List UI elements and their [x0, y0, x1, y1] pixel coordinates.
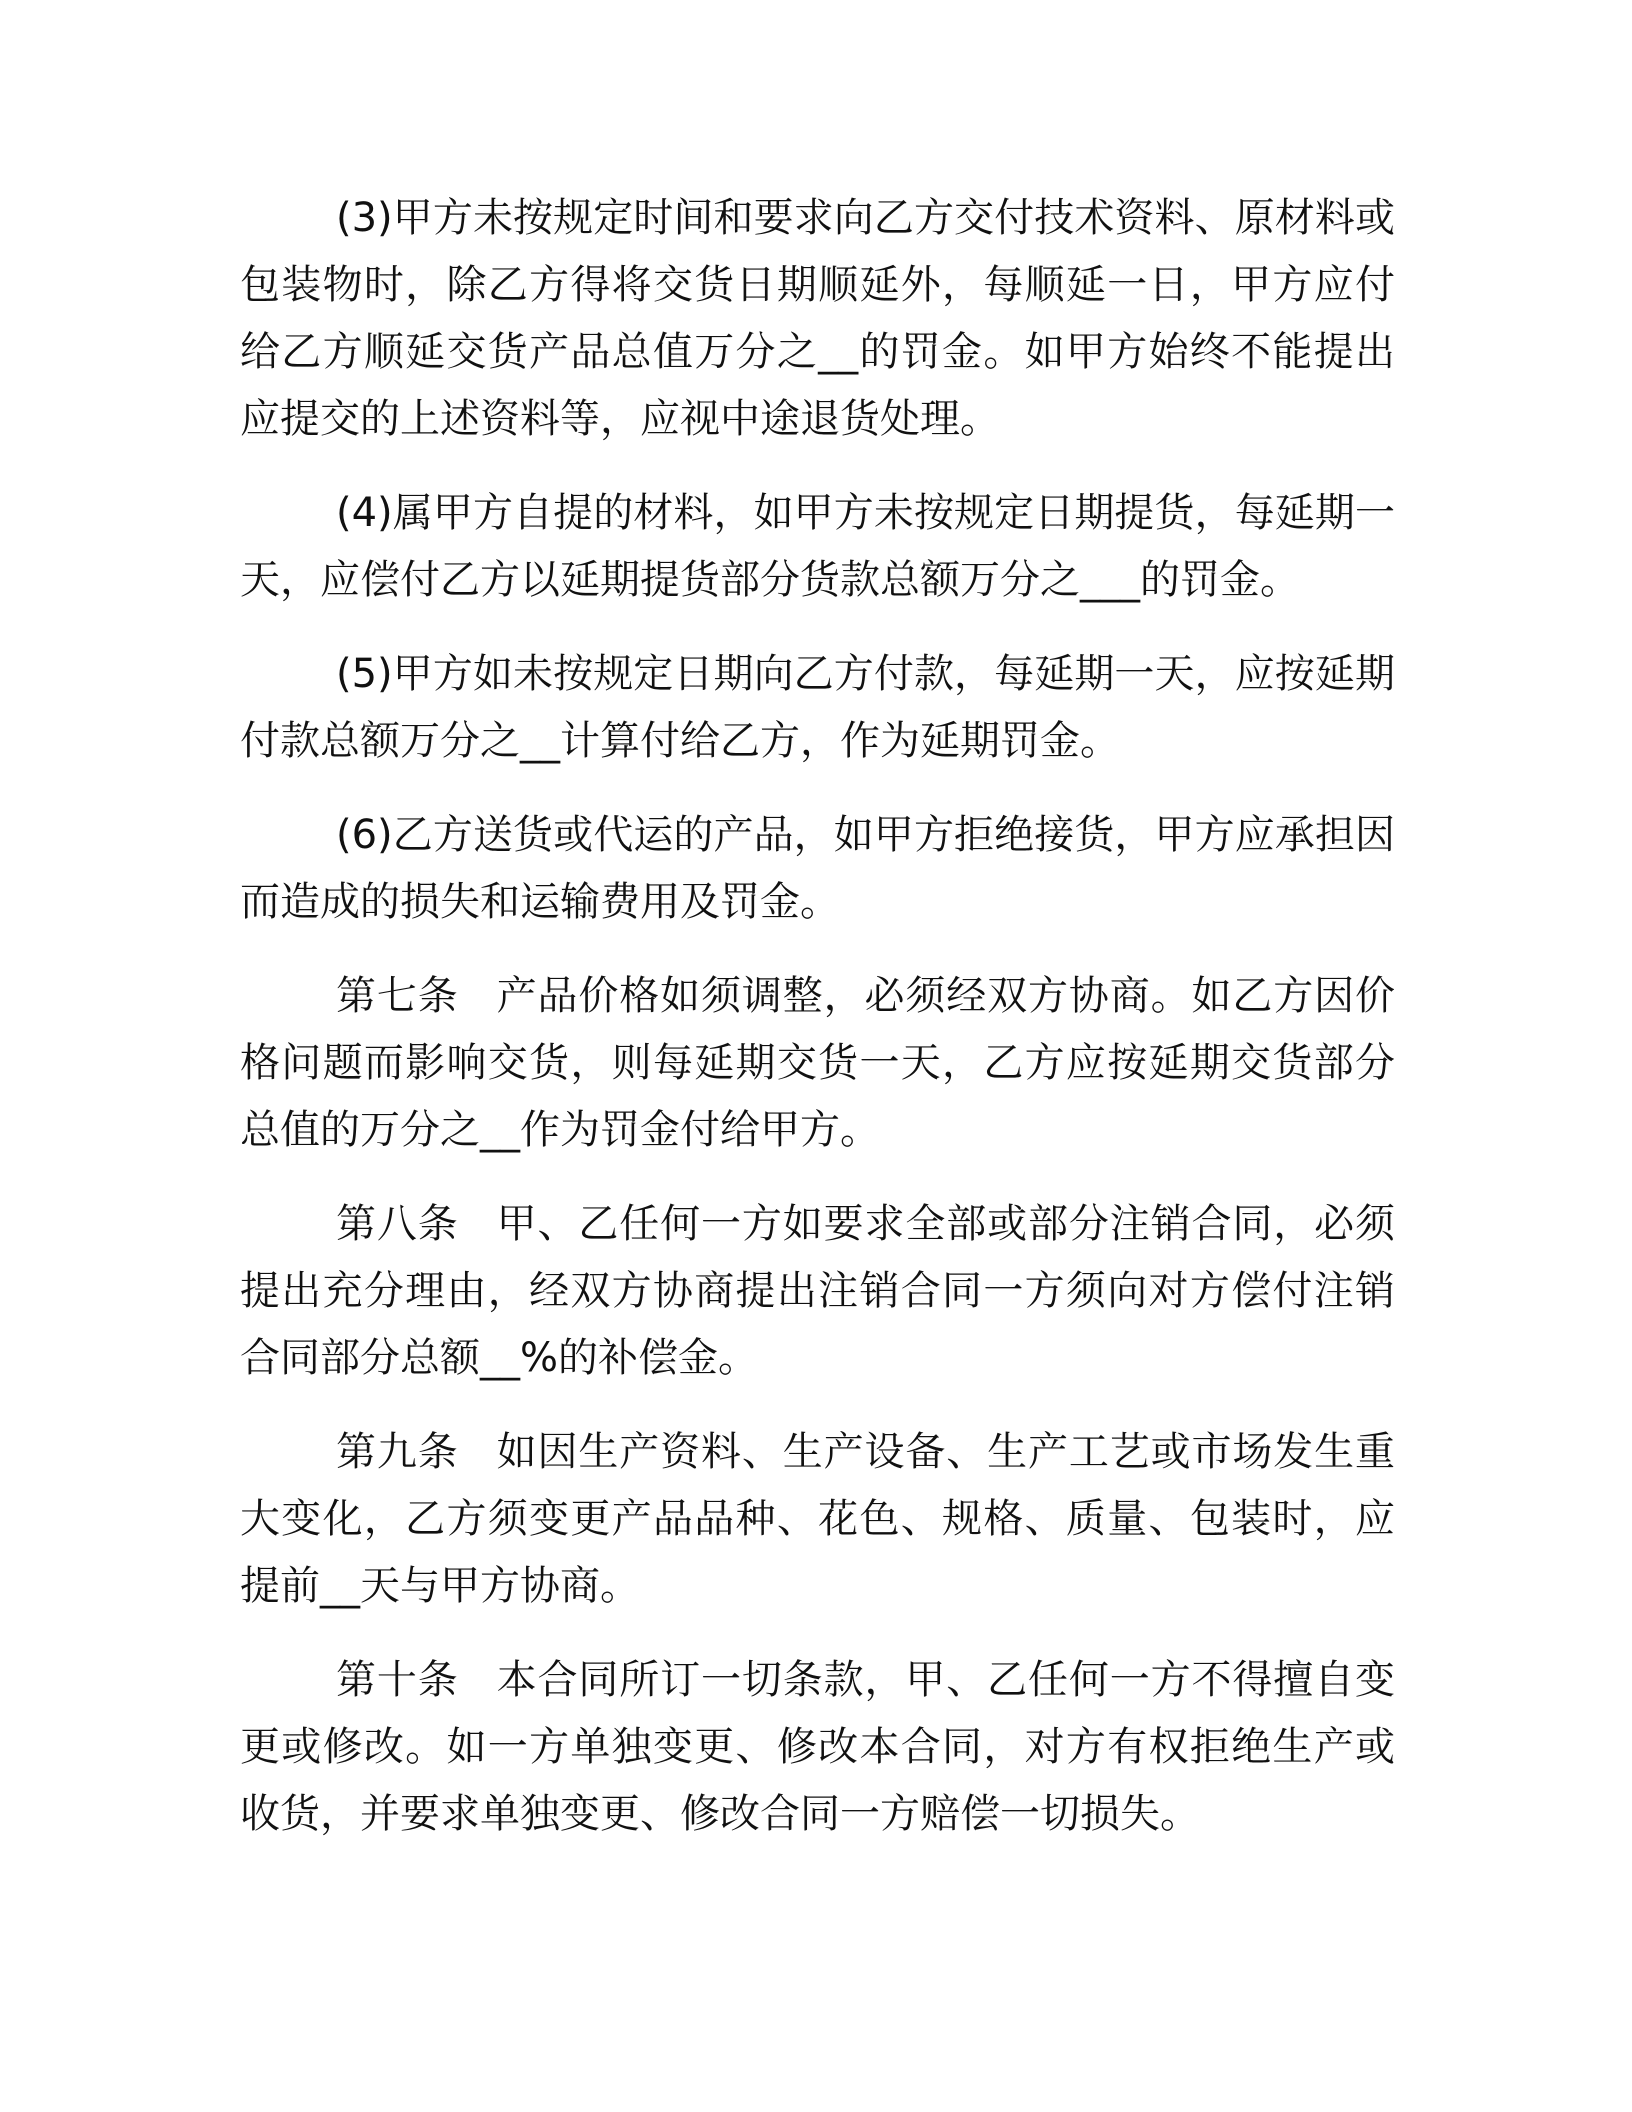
article-9-paragraph — [240, 1419, 1395, 1620]
article-8-label: 第八条 — [336, 1201, 459, 1247]
article-8-text: 甲、乙任何一方如要求全部或部分注销合同，必须提出充分理由，经双方协商提出注销合同一方须向对方偿付注销合同部分总额__%的补偿金。 — [240, 1201, 1395, 1381]
document-body — [240, 185, 1395, 1875]
article-10-paragraph — [240, 1647, 1395, 1848]
article-9-label: 第九条 — [336, 1429, 459, 1475]
article-9-text: 如因生产资料、生产设备、生产工艺或市场发生重大变化，乙方须变更产品品种、花色、规格、质量、包装时，应提前__天与甲方协商。 — [240, 1429, 1395, 1609]
clause-6-paragraph: (6)乙方送货或代运的产品，如甲方拒绝接货，甲方应承担因而造成的损失和运输费用及罚金。 — [240, 812, 1395, 925]
article-10-label: 第十条 — [336, 1657, 459, 1703]
article-10-text: 本合同所订一切条款，甲、乙任何一方不得擅自变更或修改。如一方单独变更、修改本合同，对方有权拒绝生产或收货，并要求单独变更、修改合同一方赔偿一切损失。 — [240, 1657, 1395, 1837]
article-7-paragraph — [240, 963, 1395, 1164]
article-7-text: 产品价格如须调整，必须经双方协商。如乙方因价格问题而影响交货，则每延期交货一天，乙方应按延期交货部分总值的万分之__作为罚金付给甲方。 — [240, 973, 1395, 1153]
clause-5-paragraph: (5)甲方如未按规定日期向乙方付款，每延期一天，应按延期付款总额万分之__计算付给乙方，作为延期罚金。 — [240, 651, 1395, 764]
clause-3-paragraph: (3)甲方未按规定时间和要求向乙方交付技术资料、原材料或包装物时，除乙方得将交货日期顺延外，每顺延一日，甲方应付给乙方顺延交货产品总值万分之__的罚金。如甲方始终不能提出应提交的上述资料等，应视中途退货处理。 — [240, 195, 1395, 442]
clause-4-paragraph: (4)属甲方自提的材料，如甲方未按规定日期提货，每延期一天，应偿付乙方以延期提货部分货款总额万分之___的罚金。 — [240, 490, 1395, 603]
article-7-label: 第七条 — [336, 973, 459, 1019]
article-8-paragraph — [240, 1191, 1395, 1392]
